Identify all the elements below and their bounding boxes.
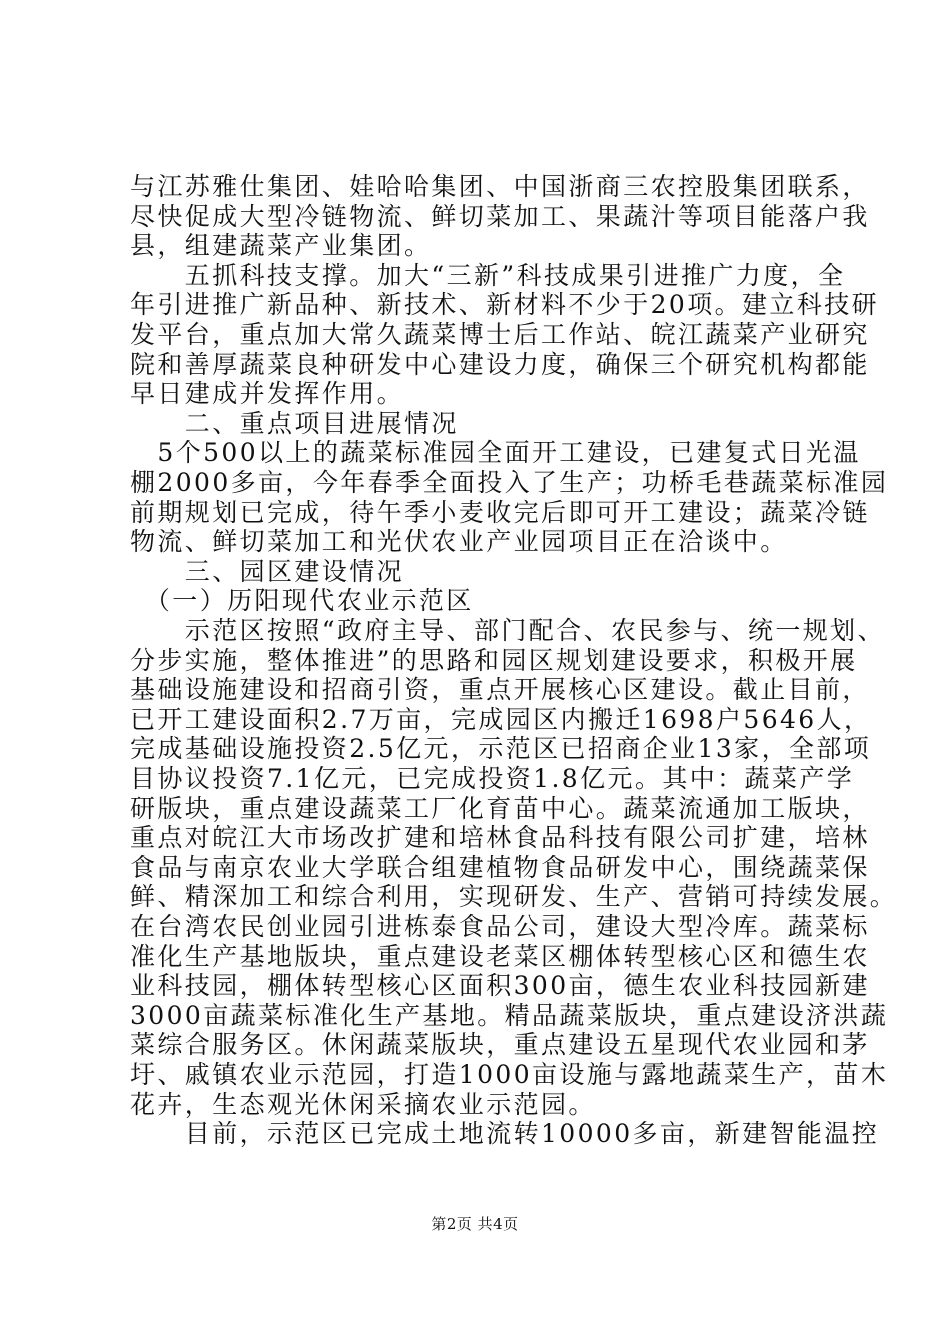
text-line: 在台湾农民创业园引进栋泰食品公司，建设大型冷库。蔬菜标 <box>130 912 870 941</box>
section-heading: 三、园区建设情况 <box>130 556 405 586</box>
text-line: 目前，示范区已完成土地流转10000多亩，新建智能温控 <box>130 1119 880 1149</box>
page-footer: 第2页 共4页 <box>431 1215 519 1233</box>
section-heading: 二、重点项目进展情况 <box>130 408 459 438</box>
text-line: 完成基础设施投资2.5亿元，示范区已招商企业13家，全部项 <box>130 734 872 764</box>
text-line: 分步实施，整体推进”的思路和园区规划建设要求，积极开展 <box>130 645 858 675</box>
text-line: 早日建成并发挥作用。 <box>130 379 405 409</box>
text-line: 院和善厚蔬菜良种研发中心建设力度，确保三个研究机构都能 <box>130 349 870 379</box>
text-line: 已开工建设面积2.7万亩，完成园区内搬迁1698户5646人， <box>130 704 872 734</box>
text-line: 与江苏雅仕集团、娃哈哈集团、中国浙商三农控股集团联系， <box>130 172 870 201</box>
text-line: 前期规划已完成，待午季小麦收完后即可开工建设；蔬菜冷链 <box>130 497 870 527</box>
text-line: 圩、戚镇农业示范园，打造1000亩设施与露地蔬菜生产，苗木 <box>130 1060 889 1089</box>
text-line: 菜综合服务区。休闲蔬菜版块，重点建设五星现代农业园和茅 <box>130 1030 870 1060</box>
text-line: 棚2000多亩，今年春季全面投入了生产；功桥毛巷蔬菜标准园 <box>130 468 889 497</box>
text-line: 目协议投资7.1亿元，已完成投资1.8亿元。其中：蔬菜产学 <box>130 764 855 793</box>
text-line: 研版块，重点建设蔬菜工厂化育苗中心。蔬菜流通加工版块， <box>130 793 870 823</box>
text-line: 五抓科技支撑。加大“三新”科技成果引进推广力度，全 <box>130 260 846 290</box>
text-line: 县，组建蔬菜产业集团。 <box>130 231 432 261</box>
text-line: 重点对皖江大市场改扩建和培林食品科技有限公司扩建，培林 <box>130 823 870 853</box>
text-line: 业科技园，棚体转型核心区面积300亩，德生农业科技园新建 <box>130 971 870 1001</box>
text-line: 准化生产基地版块，重点建设老菜区棚体转型核心区和德生农 <box>130 941 870 971</box>
text-line: 发平台，重点加大常久蔬菜博士后工作站、皖江蔬菜产业研究 <box>130 320 870 349</box>
text-line: 示范区按照“政府主导、部门配合、农民参与、统一规划、 <box>130 616 885 645</box>
text-line: 尽快促成大型冷链物流、鲜切菜加工、果蔬汁等项目能落户我 <box>130 201 870 231</box>
text-line: 鲜、精深加工和综合利用，实现研发、生产、营销可持续发展。 <box>130 882 898 912</box>
text-line: 花卉，生态观光休闲采摘农业示范园。 <box>130 1089 596 1119</box>
text-line: 年引进推广新品种、新技术、新材料不少于20项。建立科技研 <box>130 290 880 320</box>
text-line: 5个500以上的蔬菜标准园全面开工建设，已建复式日光温 <box>130 438 861 468</box>
text-line: 3000亩蔬菜标准化生产基地。精品蔬菜版块，重点建设济洪蔬 <box>130 1000 889 1030</box>
subsection-heading: （一）历阳现代农业示范区 <box>130 586 474 616</box>
text-line: 基础设施建设和招商引资，重点开展核心区建设。截止目前， <box>130 675 870 705</box>
text-line: 食品与南京农业大学联合组建植物食品研发中心，围绕蔬菜保 <box>130 852 870 882</box>
text-line: 物流、鲜切菜加工和光伏农业产业园项目正在洽谈中。 <box>130 527 788 557</box>
